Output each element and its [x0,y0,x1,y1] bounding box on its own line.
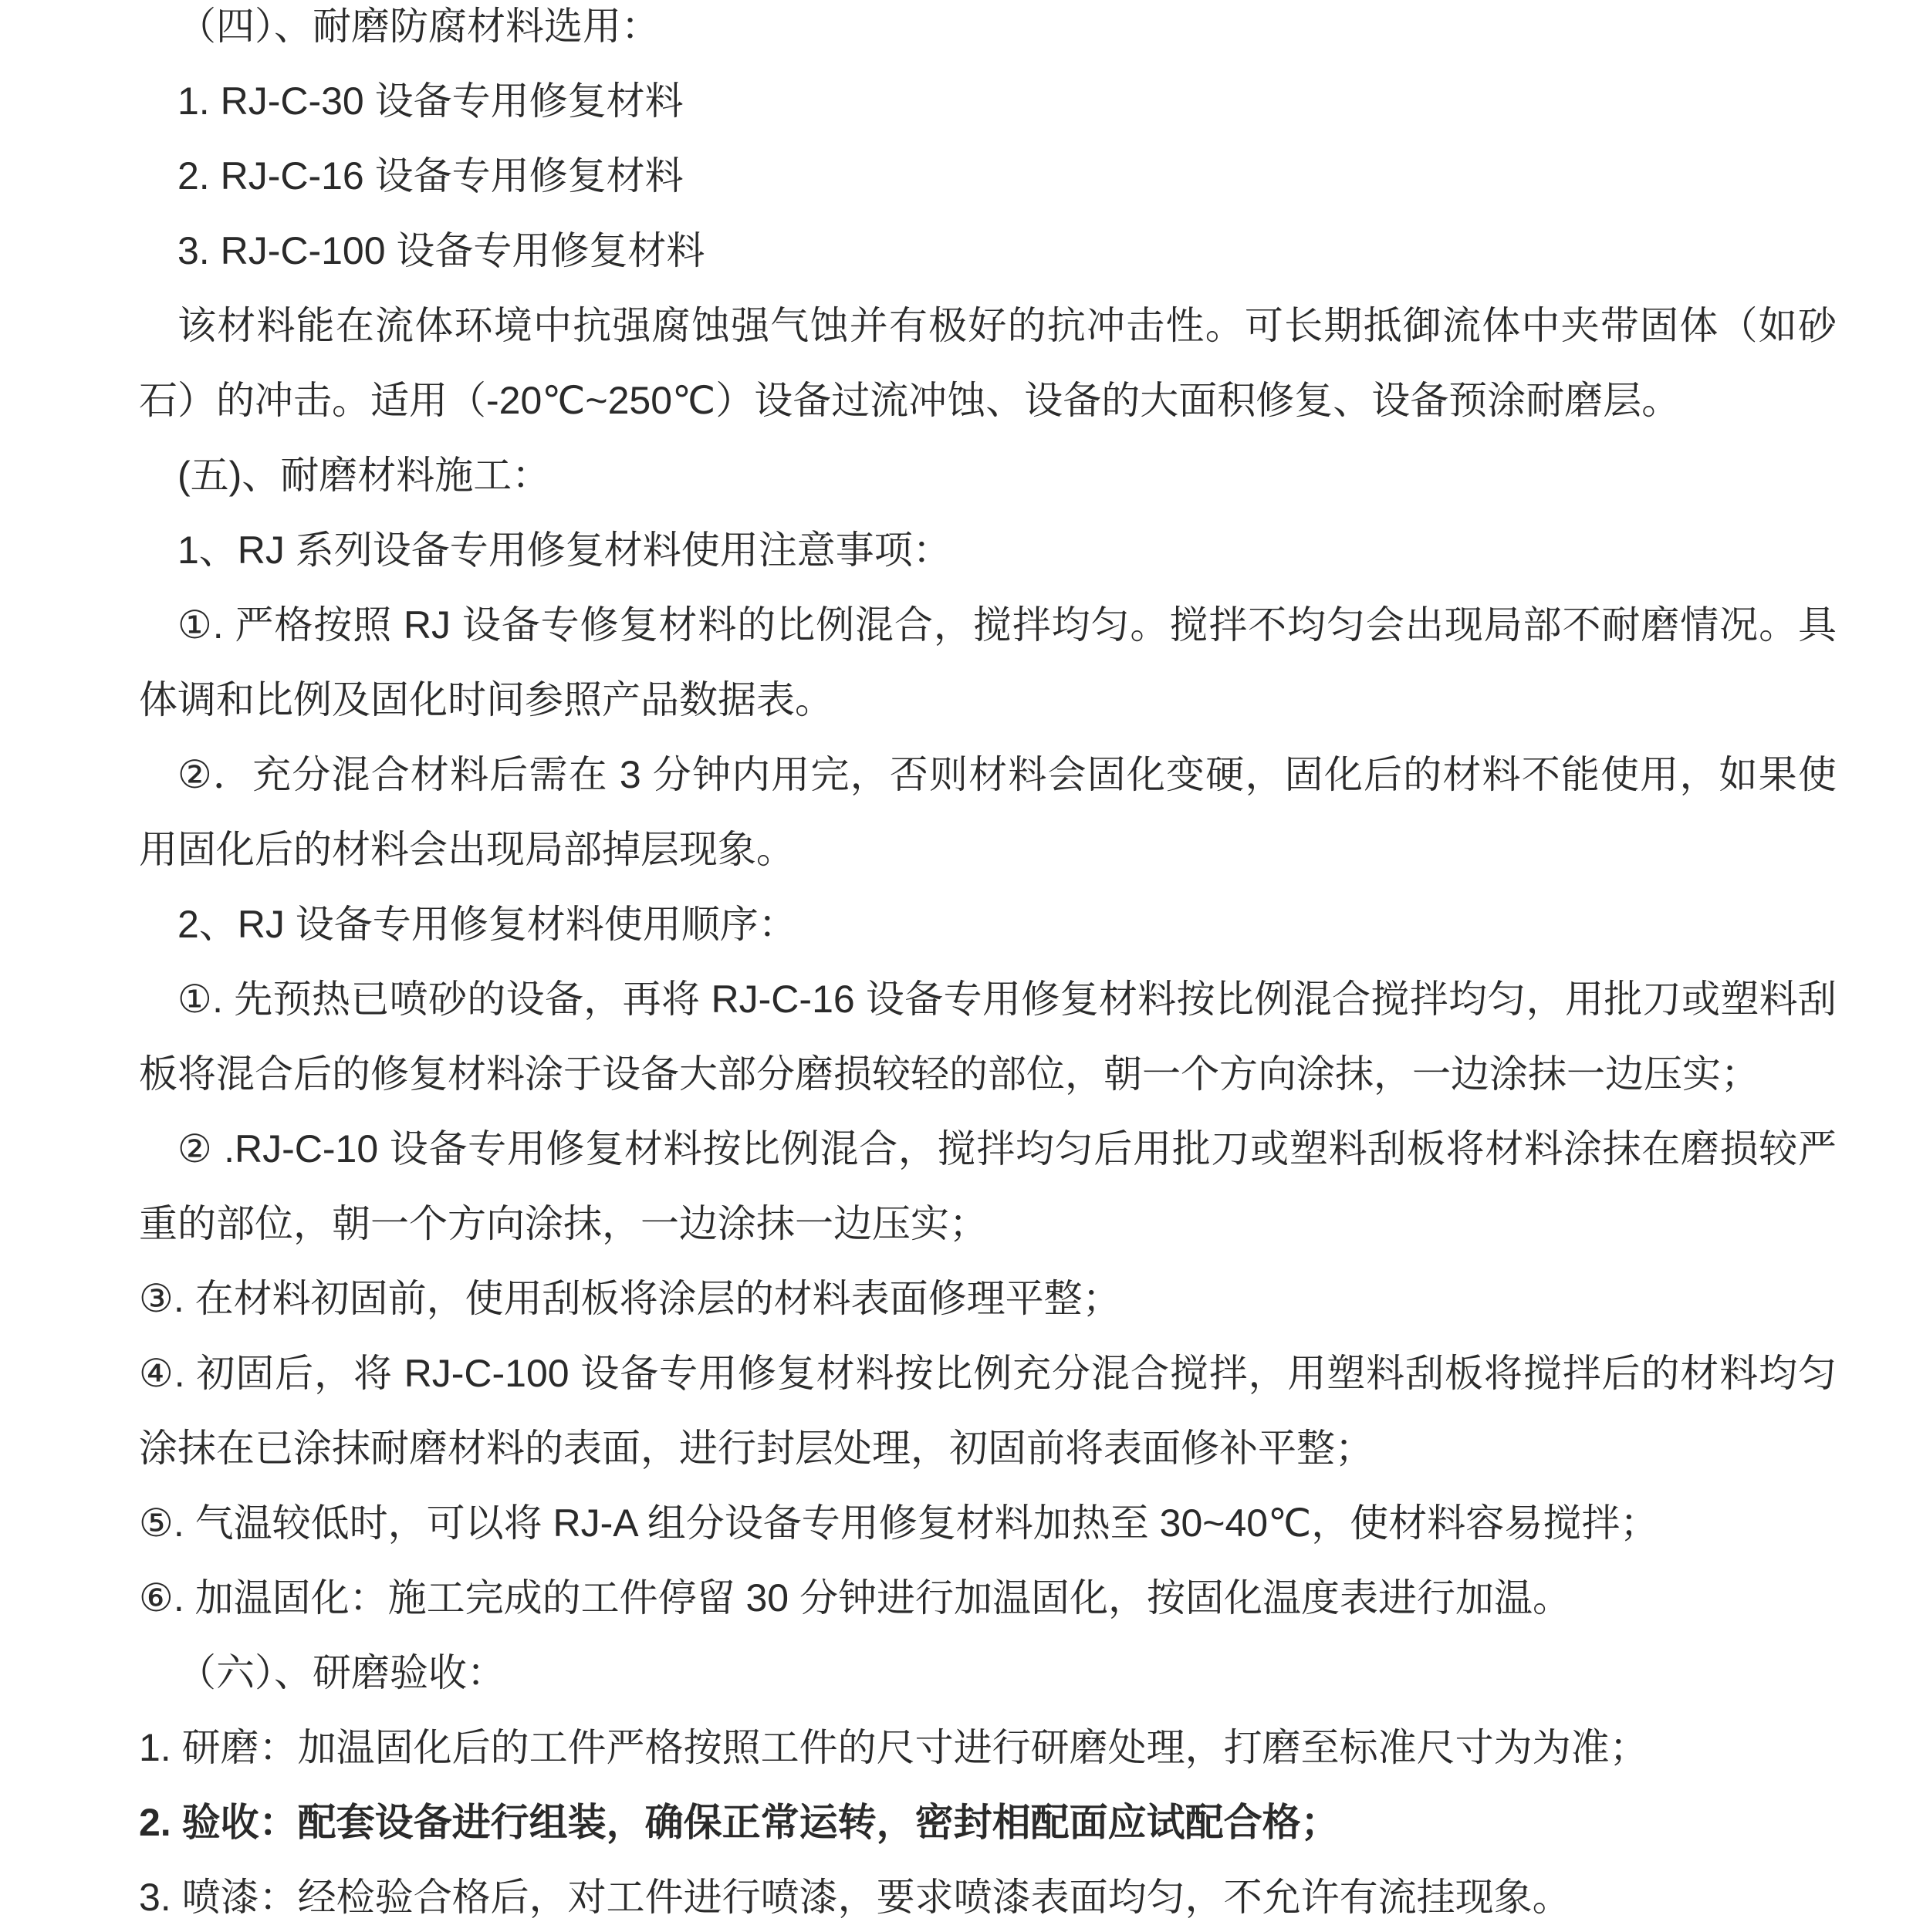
item-note-1: ①. 严格按照 RJ 设备专修复材料的比例混合，搅拌均匀。搅拌不均匀会出现局部不耐磨情况。具体调和比例及固化时间参照产品数据表。 [139,603,1837,721]
item-order-2: ② .RJ-C-10 设备专用修复材料按比例混合，搅拌均匀后用批刀或塑料刮板将材料涂抹在磨损较严重的部位，朝一个方向涂抹，一边涂抹一边压实； [139,1127,1837,1245]
item-order-5: ⑤. 气温较低时，可以将 RJ-A 组分设备专用修复材料加热至 30~40℃，使材料容易搅拌； [139,1501,1659,1545]
item-material-rj-c-100: 3. RJ-C-100 设备专用修复材料 [177,229,705,272]
heading-section-five: (五)、耐磨材料施工： [177,454,551,497]
paragraph-material-description: 该材料能在流体环境中抗强腐蚀强气蚀并有极好的抗冲击性。可长期抵御流体中夹带固体（如砂石）的冲击。适用（-20℃~250℃）设备过流冲蚀、设备的大面积修复、设备预涂耐磨层。 [139,304,1837,422]
item-order-3: ③. 在材料初固前，使用刮板将涂层的材料表面修理平整； [139,1277,1121,1320]
item-order-6: ⑥. 加温固化：施工完成的工件停留 30 分钟进行加温固化，按固化温度表进行加温。 [139,1576,1572,1620]
heading-section-six: （六）、研磨验收： [177,1651,505,1694]
heading-section-four: （四）、耐磨防腐材料选用： [177,5,660,48]
item-order-1: ①. 先预热已喷砂的设备，再将 RJ-C-16 设备专用修复材料按比例混合搅拌均匀，用批刀或塑料刮板将混合后的修复材料涂于设备大部分磨损较轻的部位，朝一个方向涂抹，一边涂抹一边压实； [139,978,1837,1096]
item-painting: 3. 喷漆：经检验合格后，对工件进行喷漆，要求喷漆表面均匀，不允许有流挂现象。 [139,1876,1571,1919]
heading-usage-order: 2、RJ 设备专用修复材料使用顺序： [177,903,797,946]
item-order-4: ④. 初固后，将 RJ-C-100 设备专用修复材料按比例充分混合搅拌，用塑料刮板将搅拌后的材料均匀涂抹在已涂抹耐磨材料的表面，进行封层处理，初固前将表面修补平整； [139,1352,1837,1470]
item-material-rj-c-16: 2. RJ-C-16 设备专用修复材料 [177,154,684,198]
item-grinding: 1. 研磨：加温固化后的工件严格按照工件的尺寸进行研磨处理，打磨至标准尺寸为为准； [139,1726,1648,1769]
item-material-rj-c-30: 1. RJ-C-30 设备专用修复材料 [177,79,684,123]
item-acceptance: 2. 验收：配套设备进行组装，确保正常运转，密封相配面应试配合格； [139,1801,1340,1844]
heading-usage-notes: 1、RJ 系列设备专用修复材料使用注意事项： [177,529,951,572]
item-note-2: ②．充分混合材料后需在 3 分钟内用完，否则材料会固化变硬，固化后的材料不能使用，如果使用固化后的材料会出现局部掉层现象。 [139,753,1837,871]
